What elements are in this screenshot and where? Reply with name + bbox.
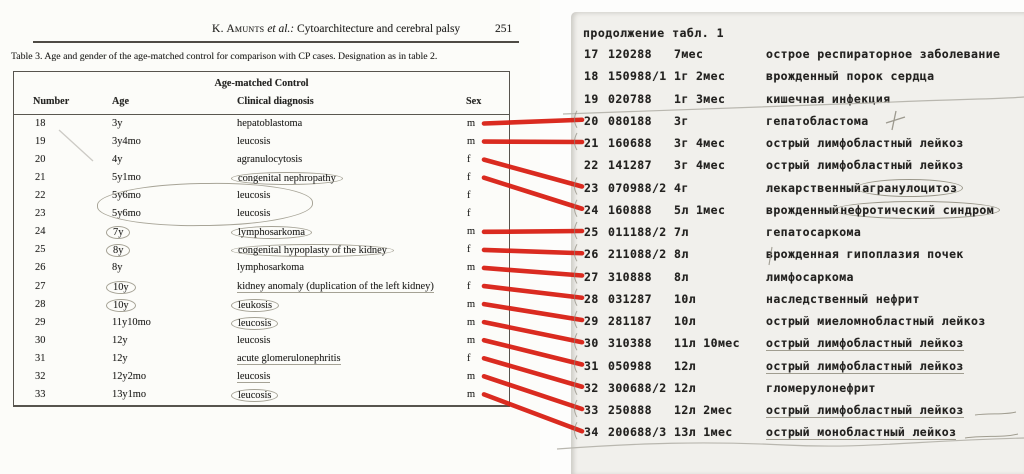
running-head-etal: et al.: bbox=[264, 23, 298, 35]
row-age: 8y bbox=[112, 262, 123, 274]
row-age: 12л bbox=[674, 358, 696, 373]
row-sex: f bbox=[467, 154, 471, 166]
row-diagnosis: гепатосаркома bbox=[766, 225, 862, 239]
table-row bbox=[0, 244, 522, 262]
row-diagnosis: leucosis bbox=[237, 190, 271, 202]
row-date: 080188 bbox=[608, 113, 652, 128]
row-diagnosis: острый лимфобластный лейкоз bbox=[766, 336, 964, 351]
row-age: 3г bbox=[674, 113, 689, 128]
row-age: 3г 4мес bbox=[674, 158, 726, 173]
running-head-author: K. Amunts bbox=[212, 23, 265, 35]
row-diagnosis: острый лимфобластный лейкоз bbox=[766, 136, 964, 150]
patient-row bbox=[571, 381, 1024, 403]
patient-row bbox=[571, 336, 1024, 358]
row-diagnosis: острый лимфобластный лейкоз bbox=[766, 158, 964, 173]
row-age: 8л bbox=[674, 269, 689, 284]
table-row bbox=[0, 371, 522, 389]
row-number: 21 bbox=[584, 136, 599, 150]
row-age: 3y bbox=[112, 118, 123, 129]
row-sex: m bbox=[467, 370, 476, 382]
row-diagnosis: лекарственный агранулоцитоз bbox=[766, 181, 861, 195]
row-age: 10y bbox=[106, 299, 136, 312]
row-diagnosis: гломерулонефрит bbox=[766, 380, 876, 395]
row-diagnosis: leucosis bbox=[237, 208, 271, 220]
row-diagnosis: leucosis bbox=[237, 370, 271, 382]
row-number: 18 bbox=[584, 69, 599, 84]
row-number: 27 bbox=[35, 280, 46, 292]
row-sex: f bbox=[467, 352, 471, 364]
row-diagnosis: врожденная гипоплазия почек bbox=[766, 247, 964, 262]
row-diagnosis: гепатобластома bbox=[766, 113, 869, 128]
row-diagnosis: leucosis bbox=[237, 136, 271, 148]
row-age: 5л 1мес bbox=[674, 202, 726, 217]
row-date: 011188/2 bbox=[608, 225, 667, 239]
row-date: 310388 bbox=[608, 336, 652, 351]
row-sex: m bbox=[467, 388, 476, 400]
row-number: 24 bbox=[584, 202, 599, 217]
column-header-diagnosis: Clinical diagnosis bbox=[237, 96, 314, 107]
pencil-circled-term: агранулоцитоз bbox=[856, 179, 963, 197]
row-age: 12л 2мес bbox=[674, 403, 733, 417]
row-diagnosis: congenital nephropathy bbox=[231, 172, 343, 185]
row-age: 12y bbox=[112, 352, 128, 364]
row-number: 28 bbox=[35, 298, 46, 310]
patient-row bbox=[571, 47, 1024, 69]
table-row bbox=[0, 262, 522, 280]
row-diagnosis: острый лимфобластный лейкоз bbox=[766, 403, 964, 417]
row-date: 150988/1 bbox=[608, 69, 667, 84]
row-number: 33 bbox=[584, 403, 599, 417]
page-number: 251 bbox=[495, 23, 513, 35]
row-age: 1г 2мес bbox=[674, 69, 726, 84]
row-diagnosis: острое респираторное заболевание bbox=[766, 47, 1001, 61]
row-diagnosis: leucosis bbox=[237, 334, 271, 346]
row-diagnosis: острый лимфобластный лейкоз bbox=[766, 358, 964, 373]
row-diagnosis: врожденный нефротический синдром bbox=[766, 203, 839, 217]
row-age: 3y4mo bbox=[112, 136, 141, 148]
running-head-title: Cytoarchitecture and cerebral palsy bbox=[297, 23, 461, 35]
table-row bbox=[0, 281, 522, 299]
row-diagnosis: lymphosarkoma bbox=[231, 226, 312, 239]
row-number: 30 bbox=[584, 336, 599, 351]
patient-row bbox=[571, 314, 1024, 336]
column-header-number: Number bbox=[33, 96, 70, 107]
row-number: 23 bbox=[584, 180, 599, 195]
table-row bbox=[0, 317, 522, 335]
table-row bbox=[0, 335, 522, 353]
continuation-title: продолжение табл. 1 bbox=[583, 26, 725, 40]
row-sex: f bbox=[467, 280, 471, 292]
patient-row bbox=[571, 225, 1024, 247]
patient-row bbox=[571, 292, 1024, 314]
patient-row bbox=[571, 359, 1024, 381]
row-number: 34 bbox=[584, 425, 599, 440]
patient-row bbox=[571, 270, 1024, 292]
row-sex: m bbox=[467, 118, 476, 129]
row-diagnosis: kidney anomaly (duplication of the left kidney) bbox=[237, 280, 434, 292]
patient-row bbox=[571, 136, 1024, 158]
row-age: 12y bbox=[112, 334, 128, 346]
table-row bbox=[0, 226, 522, 244]
row-age: 7мес bbox=[674, 47, 704, 61]
row-number: 23 bbox=[35, 208, 46, 220]
row-number: 26 bbox=[584, 247, 599, 262]
running-head bbox=[212, 23, 460, 35]
row-number: 18 bbox=[35, 118, 46, 129]
row-number: 19 bbox=[584, 91, 599, 106]
row-age: 11л 10мес bbox=[674, 336, 740, 351]
table-row bbox=[0, 154, 522, 172]
patient-row bbox=[571, 181, 1024, 203]
patient-row bbox=[571, 247, 1024, 269]
row-diagnosis: lymphosarkoma bbox=[237, 262, 304, 274]
table-caption: Table 3. Age and gender of the age-matched control for comparison with CP cases. Designation as in table 2. bbox=[11, 51, 438, 62]
patient-row bbox=[571, 425, 1024, 447]
row-number: 19 bbox=[35, 136, 46, 148]
row-number: 32 bbox=[584, 380, 599, 395]
row-diagnosis: agranulocytosis bbox=[237, 154, 303, 166]
running-head-rule bbox=[33, 41, 519, 43]
row-diagnosis: leukosis bbox=[231, 299, 279, 312]
table-row bbox=[0, 118, 522, 136]
row-date: 211088/2 bbox=[608, 247, 667, 262]
row-date: 281187 bbox=[608, 314, 652, 328]
row-number: 31 bbox=[584, 358, 599, 373]
row-sex: m bbox=[467, 226, 476, 238]
row-diagnosis: leucosis bbox=[231, 389, 278, 402]
pencil-circled-term: нефротический синдром bbox=[834, 201, 1000, 219]
patient-row bbox=[571, 69, 1024, 91]
row-age: 5y1mo bbox=[112, 172, 141, 184]
row-sex: m bbox=[467, 316, 476, 328]
row-age: 8л bbox=[674, 247, 689, 262]
row-sex: f bbox=[467, 172, 471, 184]
row-age: 7y bbox=[106, 226, 130, 239]
typewritten-page bbox=[571, 12, 1024, 474]
row-age: 12л bbox=[674, 380, 696, 395]
patient-row bbox=[571, 203, 1024, 225]
table-row bbox=[0, 353, 522, 371]
row-age: 3г 4мес bbox=[674, 136, 726, 150]
row-sex: m bbox=[467, 298, 476, 310]
row-diagnosis: кишечная инфекция bbox=[766, 91, 891, 106]
row-number: 25 bbox=[584, 225, 599, 239]
row-sex: m bbox=[467, 262, 476, 274]
patient-row bbox=[571, 158, 1024, 180]
row-date: 050988 bbox=[608, 358, 652, 373]
row-date: 160888 bbox=[608, 202, 652, 217]
row-diagnosis: наследственный нефрит bbox=[766, 291, 920, 306]
row-number: 26 bbox=[35, 262, 46, 274]
row-diagnosis: hepatoblastoma bbox=[237, 118, 303, 129]
table-row bbox=[0, 299, 522, 317]
column-header-sex: Sex bbox=[466, 96, 482, 107]
row-date: 250888 bbox=[608, 403, 652, 417]
row-number: 17 bbox=[584, 47, 599, 61]
row-date: 020788 bbox=[608, 91, 652, 106]
row-age: 10л bbox=[674, 291, 696, 306]
row-age: 11y10mo bbox=[112, 316, 151, 328]
row-age: 7л bbox=[674, 225, 689, 239]
row-age: 1г 3мес bbox=[674, 91, 726, 106]
row-date: 120288 bbox=[608, 47, 652, 61]
row-number: 20 bbox=[35, 154, 46, 166]
row-diagnosis: acute glomerulonephritis bbox=[237, 352, 341, 364]
row-date: 310888 bbox=[608, 269, 652, 284]
row-number: 33 bbox=[35, 388, 46, 400]
row-age: 10л bbox=[674, 314, 696, 328]
row-number: 29 bbox=[35, 316, 46, 328]
row-diagnosis: leucosis bbox=[231, 317, 278, 330]
row-number: 32 bbox=[35, 370, 46, 382]
row-age: 10y bbox=[106, 281, 136, 294]
table-group-header: Age-matched Control bbox=[214, 78, 309, 89]
table-header-rule bbox=[13, 114, 510, 115]
table-row bbox=[0, 389, 522, 407]
row-diagnosis: лимфосаркома bbox=[766, 269, 854, 284]
row-age: 12y2mo bbox=[112, 370, 147, 382]
row-diagnosis: острый монобластный лейкоз bbox=[766, 425, 957, 440]
row-date: 141287 bbox=[608, 158, 652, 173]
row-sex: m bbox=[467, 334, 476, 346]
row-diagnosis: congenital hypoplasty of the kidney bbox=[231, 244, 394, 257]
row-number: 22 bbox=[584, 158, 599, 173]
row-sex: m bbox=[467, 136, 476, 148]
row-number: 27 bbox=[584, 269, 599, 284]
row-age: 5y6mo bbox=[112, 190, 141, 202]
row-age: 4y bbox=[112, 154, 123, 166]
row-date: 200688/3 bbox=[608, 425, 667, 440]
row-date: 031287 bbox=[608, 291, 652, 306]
row-number: 21 bbox=[35, 172, 46, 184]
row-age: 13л 1мес bbox=[674, 425, 733, 440]
row-age: 5y6mo bbox=[112, 208, 141, 220]
row-age: 8y bbox=[106, 244, 130, 257]
row-sex: f bbox=[467, 244, 471, 256]
row-number: 29 bbox=[584, 314, 599, 328]
row-diagnosis: врожденный порок сердца bbox=[766, 69, 935, 84]
row-age: 4г bbox=[674, 180, 689, 195]
row-age: 13y1mo bbox=[112, 388, 147, 400]
patient-row bbox=[571, 403, 1024, 425]
column-header-age: Age bbox=[112, 96, 129, 107]
row-number: 24 bbox=[35, 226, 46, 238]
patient-row bbox=[571, 92, 1024, 114]
row-diagnosis: острый миеломнобластный лейкоз bbox=[766, 314, 986, 328]
row-number: 20 bbox=[584, 113, 599, 128]
row-date: 300688/2 bbox=[608, 380, 667, 395]
row-date: 160688 bbox=[608, 136, 652, 150]
row-number: 28 bbox=[584, 291, 599, 306]
row-number: 31 bbox=[35, 352, 46, 364]
row-number: 22 bbox=[35, 190, 46, 202]
row-sex: f bbox=[467, 190, 471, 202]
row-sex: f bbox=[467, 208, 471, 220]
row-date: 070988/2 bbox=[608, 180, 667, 195]
row-number: 25 bbox=[35, 244, 46, 256]
patient-row bbox=[571, 114, 1024, 136]
row-number: 30 bbox=[35, 334, 46, 346]
table-row bbox=[0, 136, 522, 154]
